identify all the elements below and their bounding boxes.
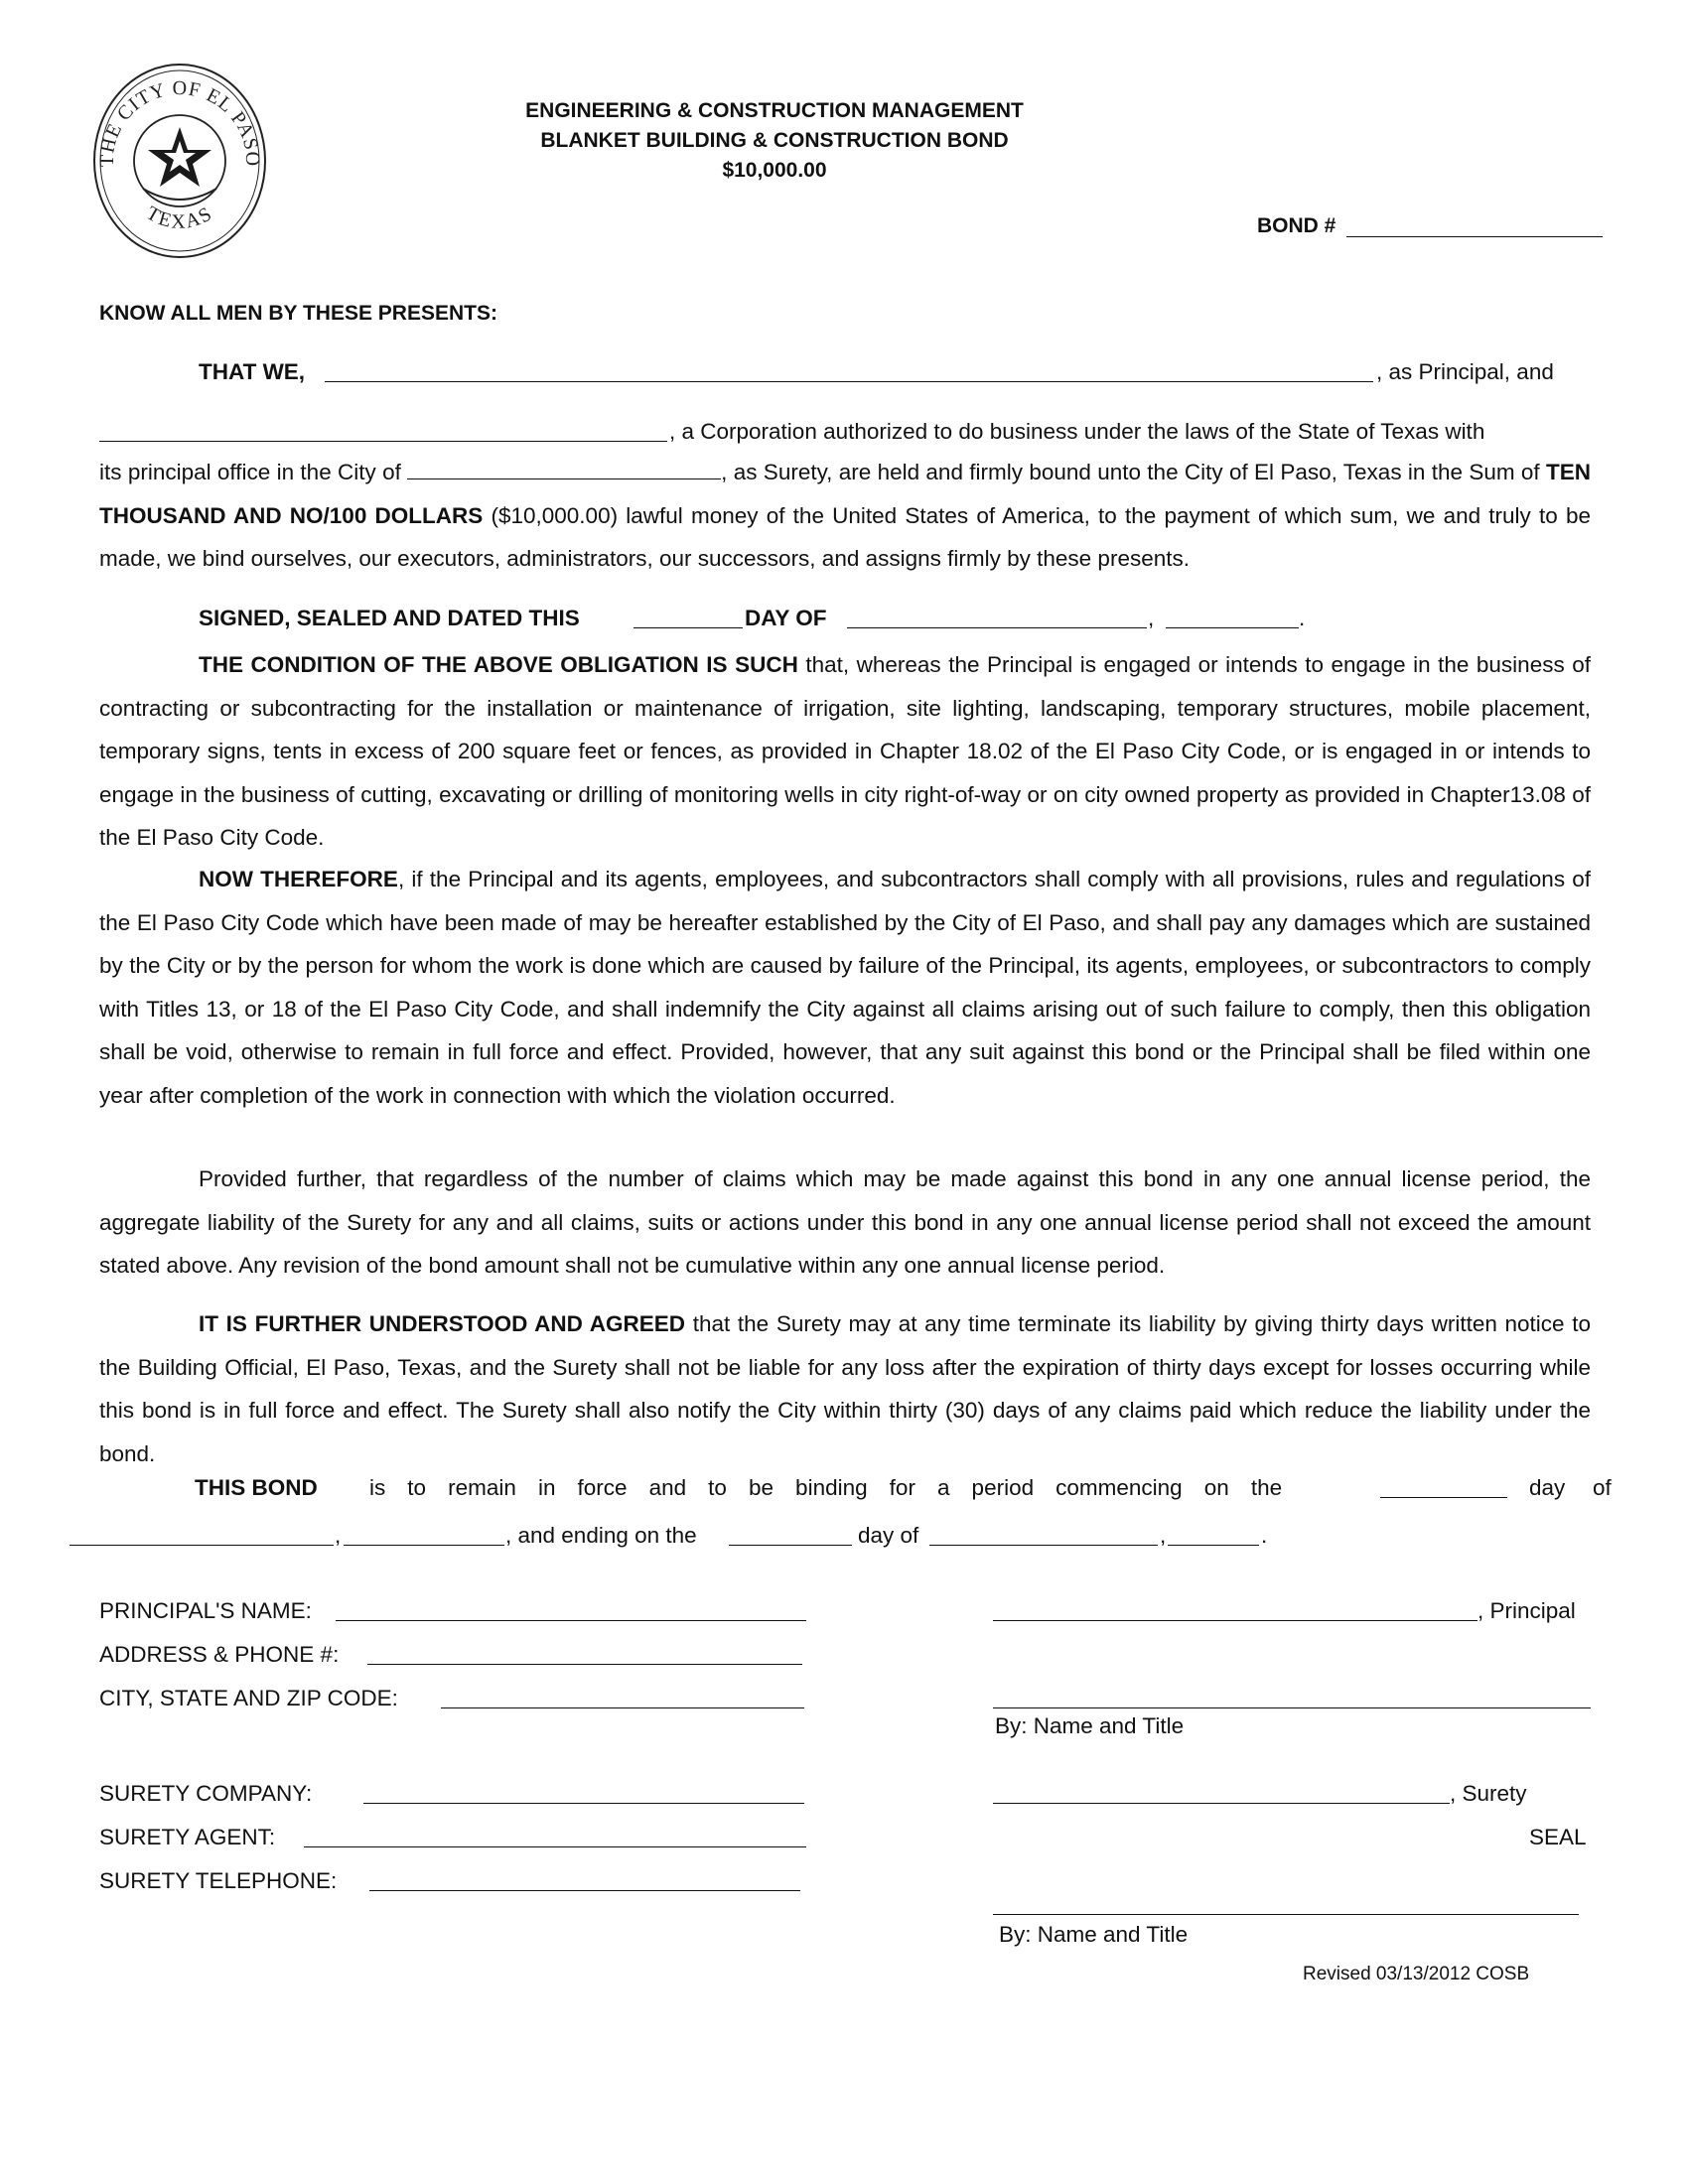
address-phone-field[interactable]: [367, 1664, 802, 1665]
principal-name-label: PRINCIPAL'S NAME:: [99, 1598, 312, 1623]
surety-by-line[interactable]: [993, 1914, 1579, 1915]
surety-company-label: SURETY COMPANY:: [99, 1781, 313, 1806]
city-blank[interactable]: [407, 459, 721, 479]
signed-sealed-label: SIGNED, SEALED AND DATED THIS: [199, 606, 580, 630]
this-bond-lead: THIS BOND: [195, 1475, 318, 1500]
principal-office-text: its principal office in the City of: [99, 460, 401, 484]
ending-day-blank[interactable]: [729, 1545, 852, 1546]
know-all-heading: KNOW ALL MEN BY THESE PRESENTS:: [99, 302, 497, 325]
ending-on-text: , and ending on the: [505, 1523, 697, 1548]
surety-company-field[interactable]: [363, 1803, 804, 1804]
principal-by-label: By: Name and Title: [995, 1713, 1185, 1738]
surety-by-label: By: Name and Title: [999, 1922, 1189, 1947]
surety-telephone-label: SURETY TELEPHONE:: [99, 1868, 338, 1893]
surety-paragraph: [99, 451, 1591, 581]
day-word: day: [1529, 1475, 1566, 1500]
sum-amount: TEN THOUSAND AND NO/100 DOLLARS: [99, 460, 1591, 528]
ending-year-blank[interactable]: [1168, 1545, 1259, 1546]
of-word: of: [1593, 1475, 1612, 1500]
surety-agent-label: SURETY AGENT:: [99, 1825, 276, 1849]
bond-number-label: BOND #: [1257, 214, 1336, 237]
city-state-zip-label: CITY, STATE AND ZIP CODE:: [99, 1686, 398, 1710]
principal-signature-line[interactable]: [993, 1620, 1477, 1621]
condition-paragraph: [99, 643, 1591, 860]
commencing-year-blank[interactable]: [344, 1545, 504, 1546]
address-phone-label: ADDRESS & PHONE #:: [99, 1642, 340, 1667]
this-bond-text: is to remain in force and to be binding for a period commencing on the: [369, 1475, 1283, 1500]
seal-label: SEAL: [1529, 1825, 1587, 1849]
bond-number-field[interactable]: [1346, 236, 1603, 237]
day-of-label: DAY OF: [745, 606, 827, 630]
header-line-2: BLANKET BUILDING & CONSTRUCTION BOND: [540, 129, 1009, 152]
ending-month-blank[interactable]: [929, 1545, 1158, 1546]
signed-year-blank[interactable]: [1166, 627, 1299, 628]
surety-suffix: , Surety: [1450, 1781, 1527, 1806]
header-amount: $10,000.00: [722, 159, 827, 182]
commencing-month-blank[interactable]: [70, 1545, 334, 1546]
corporation-text: , a Corporation authorized to do business under the laws of the State of Texas with: [669, 419, 1485, 444]
commencing-day-blank[interactable]: [1380, 1497, 1507, 1498]
as-principal-text: , as Principal, and: [1376, 359, 1554, 384]
surety-telephone-field[interactable]: [369, 1890, 800, 1891]
now-therefore-paragraph: [99, 858, 1591, 1117]
city-state-zip-field[interactable]: [441, 1707, 804, 1708]
now-therefore-text: , if the Principal and its agents, employees, and subcontractors shall comply with all provisions, rules and regulations of the El Paso City Code which have been made of may be hereafter established by the City of El Paso, and shall pay any damages which are sustained by the City or by the person for whom the work is done which are caused by failure of the Principal, its agents, employees, or subcontractors to comply with Titles 13, or 18 of the El Paso City Code, and shall indemnify the City against all claims arising out of such failure to comply, then this obligation shall be void, otherwise to remain in full force and effect. Provided, however, that any suit against this bond or the Principal shall be filed within one year after completion of the work in connection with which the violation occurred.: [99, 867, 1592, 1108]
surety-agent-field[interactable]: [304, 1846, 806, 1847]
city-seal-icon: [91, 62, 268, 260]
sum-rest-text: ($10,000.00) lawful money of the United States of America, to the payment of which sum, we and truly to be made, we bind ourselves, our executors, administrators, our successors, and assigns firmly by these presents.: [99, 502, 1591, 571]
condition-text: that, whereas the Principal is engaged or intends to engage in the business of contracting or subcontracting for the installation or maintenance of irrigation, site lighting, landscaping, temporary structures, mobile placement, temporary signs, tents in excess of 200 square feet or fences, as provided in Chapter 18.02 of the El Paso City Code, or is engaged in or intends to engage in the business of cutting, excavating or drilling of monitoring wells in city right-of-way or on city owned property as provided in Chapter13.08 of the El Paso City Code.: [99, 652, 1591, 850]
surety-signature-line[interactable]: [993, 1803, 1450, 1804]
further-lead: IT IS FURTHER UNDERSTOOD AND AGREED: [199, 1311, 686, 1336]
seal-bottom-text: TEXAS: [142, 202, 217, 233]
further-paragraph: [99, 1302, 1591, 1475]
principal-suffix: , Principal: [1477, 1598, 1576, 1623]
principal-name-field[interactable]: [336, 1620, 806, 1621]
surety-corporation-blank[interactable]: [99, 441, 667, 442]
signed-month-blank[interactable]: [847, 627, 1147, 628]
revised-note: Revised 03/13/2012 COSB: [1303, 1964, 1530, 1984]
seal-top-text: THE CITY OF EL PASO: [95, 76, 264, 168]
signed-day-blank[interactable]: [633, 627, 743, 628]
now-therefore-lead: NOW THEREFORE: [199, 867, 398, 891]
provided-paragraph: [99, 1158, 1591, 1288]
provided-text: Provided further, that regardless of the number of claims which may be made against this bond in any one annual license period, the aggregate liability of the Surety for any and all claims, suits or actions under this bond in any one annual license period shall not exceed the amount stated above. Any revision of the bond amount shall not be cumulative within any one annual license period.: [99, 1166, 1591, 1278]
day-of-lower: day of: [858, 1523, 919, 1548]
further-text: that the Surety may at any time terminate its liability by giving thirty days written notice to the Building Official, El Paso, Texas, and the Surety shall not be liable for any loss after the expiration of thirty days except for losses occurring while this bond is in full force and effect. The Surety shall also notify the City within thirty (30) days of any claims paid which reduce the liability under the bond.: [99, 1311, 1591, 1466]
principal-by-line[interactable]: [993, 1707, 1591, 1708]
condition-lead: THE CONDITION OF THE ABOVE OBLIGATION IS SUCH: [199, 652, 798, 677]
header-line-1: ENGINEERING & CONSTRUCTION MANAGEMENT: [525, 99, 1024, 122]
principal-name-blank[interactable]: [325, 381, 1373, 382]
sum-of-text: Sum of: [1469, 460, 1540, 484]
surety-text: , as Surety, are held and firmly bound unto the City of El Paso, Texas in the: [721, 460, 1463, 484]
that-we-label: THAT WE,: [199, 359, 306, 384]
